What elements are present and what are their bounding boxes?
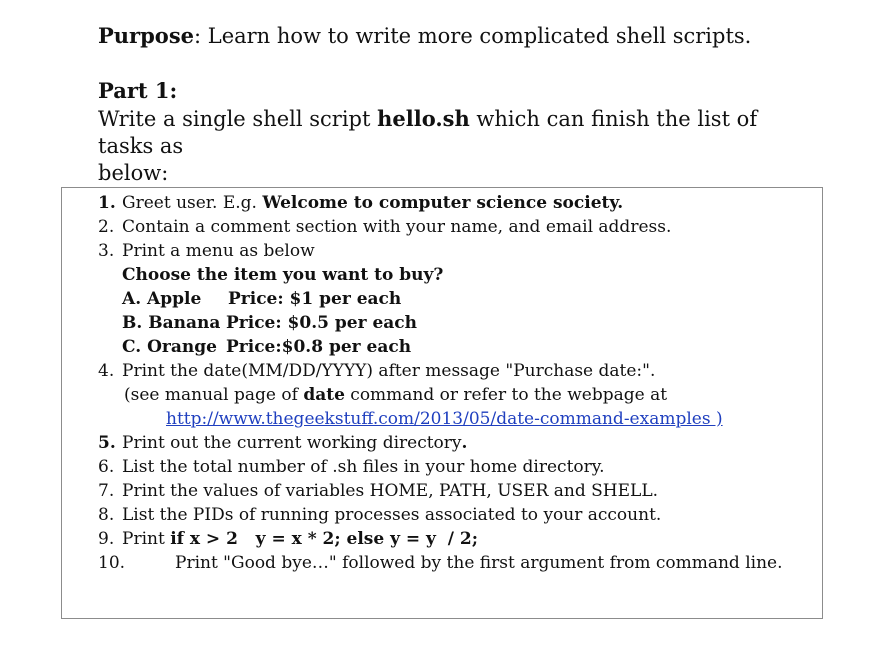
item-number: 1. <box>98 193 116 213</box>
task-list <box>98 191 818 575</box>
purpose-line <box>98 22 818 50</box>
list-item: 10. Print "Good bye…" followed by the first argument from command line. <box>98 553 783 573</box>
menu-question: Choose the item you want to buy? <box>122 265 444 285</box>
list-item: 9. Print if x > 2 y = x * 2; else y = y / 2; <box>98 529 479 549</box>
item-number: 5. <box>98 433 116 453</box>
menu-item-price: Price:$0.8 per each <box>226 337 412 357</box>
purpose-label: Purpose <box>98 23 194 48</box>
conditional-code: if x > 2 y = x * 2; else y = y / 2; <box>170 529 479 549</box>
purpose-text: : Learn how to write more complicated shell scripts. <box>194 24 752 48</box>
date-note: (see manual page of date command or refer to the webpage at <box>124 385 668 405</box>
list-item: 1. Greet user. E.g. Welcome to computer science society. <box>98 193 624 213</box>
date-command-link[interactable]: http://www.thegeekstuff.com/2013/05/date-command-examples ) <box>166 409 723 429</box>
item-number: 9. <box>98 529 115 549</box>
item-number: 8. <box>98 505 115 525</box>
menu-item-price: Price: $1 per each <box>228 289 402 309</box>
task-description: Write a single shell script hello.sh which can finish the list of tasks as <box>98 106 758 158</box>
list-item: 3. Print a menu as below <box>98 241 315 261</box>
item-number: 4. <box>98 361 115 381</box>
menu-item-name: B. Banana <box>122 313 221 333</box>
item-number: 7. <box>98 481 115 501</box>
part-heading: Part 1: <box>98 78 178 103</box>
list-item: 5. Print out the current working directory. <box>98 433 468 453</box>
item-number: 3. <box>98 241 115 261</box>
menu-item-price: Price: $0.5 per each <box>226 313 418 333</box>
item-number: 10. <box>98 553 126 573</box>
date-link-row <box>98 407 818 431</box>
menu-item <box>98 311 818 335</box>
item-number: 2. <box>98 217 115 237</box>
list-item: 2. Contain a comment section with your name, and email address. <box>98 217 672 237</box>
menu-item <box>98 335 818 359</box>
item-number: 6. <box>98 457 115 477</box>
task-description-cont: below: <box>98 161 169 185</box>
menu-item-name: C. Orange <box>122 337 217 357</box>
list-item: 4. Print the date(MM/DD/YYYY) after message "Purchase date:". <box>98 361 656 381</box>
menu-item <box>98 287 818 311</box>
list-item: 8. List the PIDs of running processes associated to your account. <box>98 505 662 525</box>
intro-section <box>98 22 818 187</box>
list-item: 7. Print the values of variables HOME, PATH, USER and SHELL. <box>98 481 659 501</box>
list-item: 6. List the total number of .sh files in your home directory. <box>98 457 605 477</box>
script-filename: hello.sh <box>377 106 470 131</box>
menu-item-name: A. Apple <box>122 289 202 309</box>
greeting-text: Welcome to computer science society. <box>262 193 624 213</box>
